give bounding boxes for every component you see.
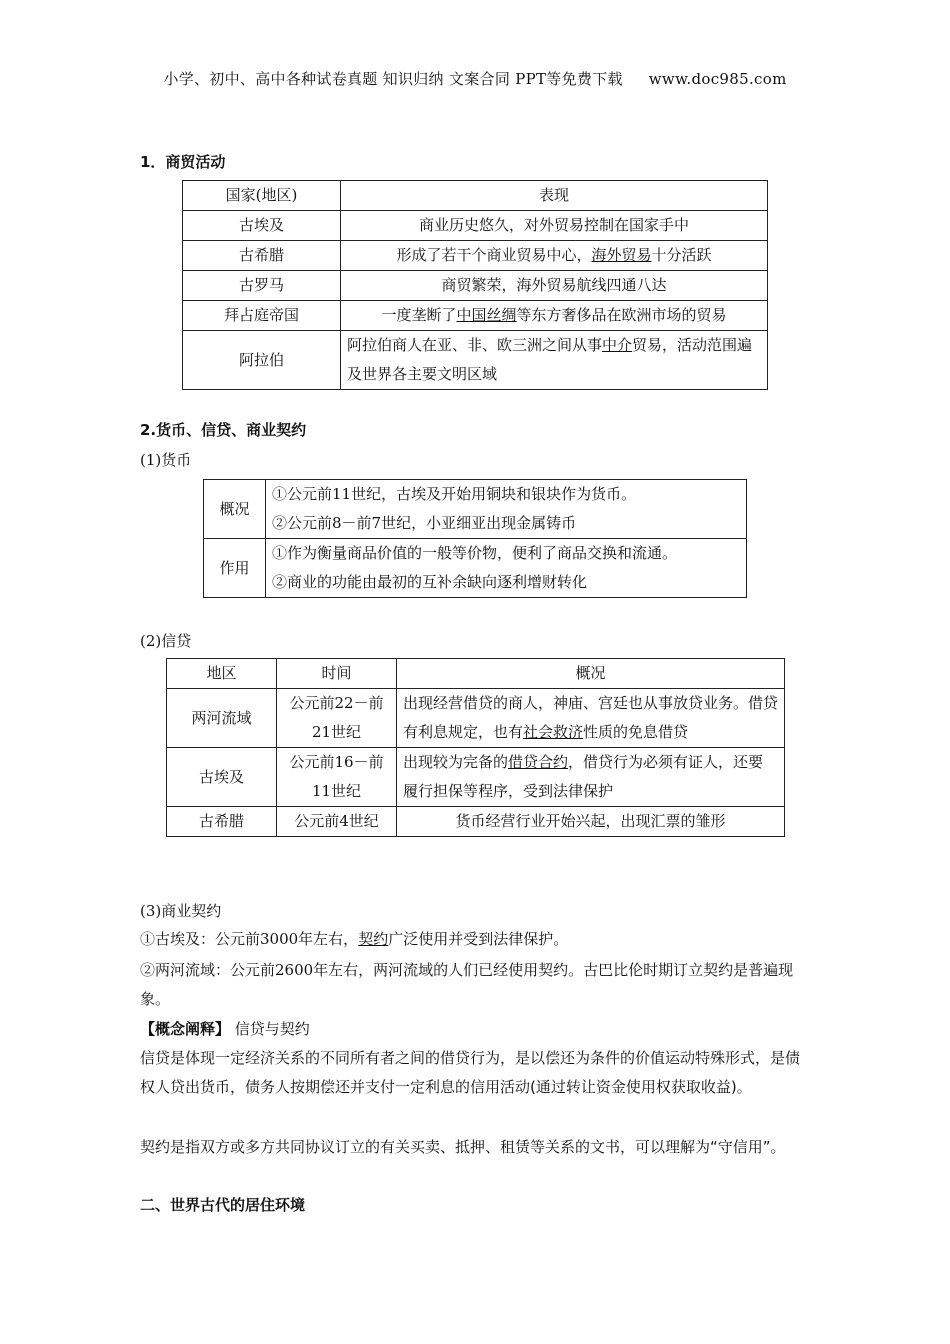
table-row (183, 301, 768, 331)
region-cell: 拜占庭帝国 (183, 301, 341, 331)
text-part: 十分活跃 (651, 246, 712, 264)
text-part: ，借贷行为必须有证人，还要履行担保等程序，受到法律保护 (403, 753, 764, 800)
table-row (167, 748, 785, 807)
header-url: www.doc985.com (648, 70, 787, 88)
text-part: 广泛使用并受到法律保护。 (388, 930, 569, 948)
col-header-time: 时间 (277, 659, 397, 689)
table-row (183, 271, 768, 301)
table-row (204, 539, 747, 598)
col-header-overview: 概况 (397, 659, 785, 689)
contract-title: (3)商业契约 (140, 902, 222, 920)
row-label: 作用 (204, 539, 266, 598)
content-line: ①公元前11世纪，古埃及开始用铜块和银块作为货币。 (272, 485, 637, 503)
region-cell: 古希腊 (167, 807, 277, 837)
section1-title: 1．商贸活动 (140, 153, 226, 171)
performance-cell (341, 301, 768, 331)
table-row (183, 331, 768, 390)
contract-line-egypt (140, 925, 568, 954)
overview-cell (397, 748, 785, 807)
content-line: ①作为衡量商品价值的一般等价物，便利了商品交换和流通。 (272, 544, 678, 562)
row-content (266, 539, 747, 598)
currency-table (203, 479, 747, 598)
contract-line-mesopotamia: ②两河流域：公元前2600年左右，两河流域的人们已经使用契约。古巴比伦时期订立契约是普遍现象。 (140, 961, 794, 1008)
currency-title: (1)货币 (140, 451, 192, 469)
concept-title: 信贷与契约 (234, 1020, 310, 1038)
table-row (183, 181, 768, 211)
underlined-term: 中国丝绸 (456, 306, 517, 324)
content-line: ②公元前8－前7世纪，小亚细亚出现金属铸币 (272, 514, 577, 532)
region-cell: 古罗马 (183, 271, 341, 301)
performance-cell (341, 241, 768, 271)
col-header-performance: 表现 (341, 181, 768, 211)
underlined-term: 借贷合约 (508, 753, 569, 771)
row-label: 概况 (204, 480, 266, 539)
performance-cell (341, 331, 768, 390)
text-part: ①古埃及：公元前3000年左右， (140, 930, 359, 948)
table-row (183, 211, 768, 241)
text-part: 贸易，活动范围遍及世界各主要文明区域 (347, 336, 753, 383)
section3-title: 二、世界古代的居住环境 (140, 1196, 306, 1214)
time-cell: 公元前22－前21世纪 (277, 689, 397, 748)
underlined-term: 社会救济 (523, 723, 584, 741)
region-cell: 两河流域 (167, 689, 277, 748)
text-part: 形成了若干个商业贸易中心， (396, 246, 592, 264)
credit-table (166, 658, 785, 837)
region-cell: 古埃及 (167, 748, 277, 807)
text-part: 性质的免息借贷 (583, 723, 689, 741)
concept-credit-para: 信贷是体现一定经济关系的不同所有者之间的借贷行为，是以偿还为条件的价值运动特殊形式，是债权人贷出货币，债务人按期偿还并支付一定利息的信用活动(通过转让资金使用权获取收益)。 (140, 1049, 801, 1096)
table-row (167, 659, 785, 689)
section2-title: 2.货币、信贷、商业契约 (140, 421, 307, 439)
table-row (167, 807, 785, 837)
trade-table (182, 180, 768, 390)
table-row (167, 689, 785, 748)
page-header (0, 68, 950, 89)
performance-cell: 商贸繁荣，海外贸易航线四通八达 (341, 271, 768, 301)
region-cell: 古埃及 (183, 211, 341, 241)
concept-tag: 【概念阐释】 (140, 1020, 231, 1038)
table-row (183, 241, 768, 271)
overview-cell (397, 689, 785, 748)
time-cell: 公元前16－前11世纪 (277, 748, 397, 807)
text-part: 一度垄断了 (381, 306, 457, 324)
time-cell: 公元前4世纪 (277, 807, 397, 837)
text-part: 出现较为完备的 (403, 753, 509, 771)
col-header-region: 地区 (167, 659, 277, 689)
header-left-text: 小学、初中、高中各种试卷真题 知识归纳 文案合同 PPT等免费下载 (163, 70, 623, 88)
row-content (266, 480, 747, 539)
performance-cell: 商业历史悠久，对外贸易控制在国家手中 (341, 211, 768, 241)
credit-title: (2)信贷 (140, 632, 192, 650)
content-line: ②商业的功能由最初的互补余缺向逐利增财转化 (272, 573, 588, 591)
underlined-term: 中介 (602, 336, 633, 354)
region-cell: 阿拉伯 (183, 331, 341, 390)
table-row (204, 480, 747, 539)
region-cell: 古希腊 (183, 241, 341, 271)
text-part: 出现经营借贷的商人，神庙、宫廷也从事放贷业务。借贷有利息规定，也有 (403, 694, 779, 741)
underlined-term: 契约 (358, 930, 389, 948)
text-part: 阿拉伯商人在亚、非、欧三洲之间从事 (347, 336, 603, 354)
text-part: 等东方奢侈品在欧洲市场的贸易 (516, 306, 727, 324)
concept-contract-para: 契约是指双方或多方共同协议订立的有关买卖、抵押、租赁等关系的文书，可以理解为“守信用”。 (140, 1138, 786, 1156)
concept-heading (140, 1015, 812, 1044)
col-header-region: 国家(地区) (183, 181, 341, 211)
underlined-term: 海外贸易 (591, 246, 652, 264)
overview-cell: 货币经营行业开始兴起，出现汇票的雏形 (397, 807, 785, 837)
